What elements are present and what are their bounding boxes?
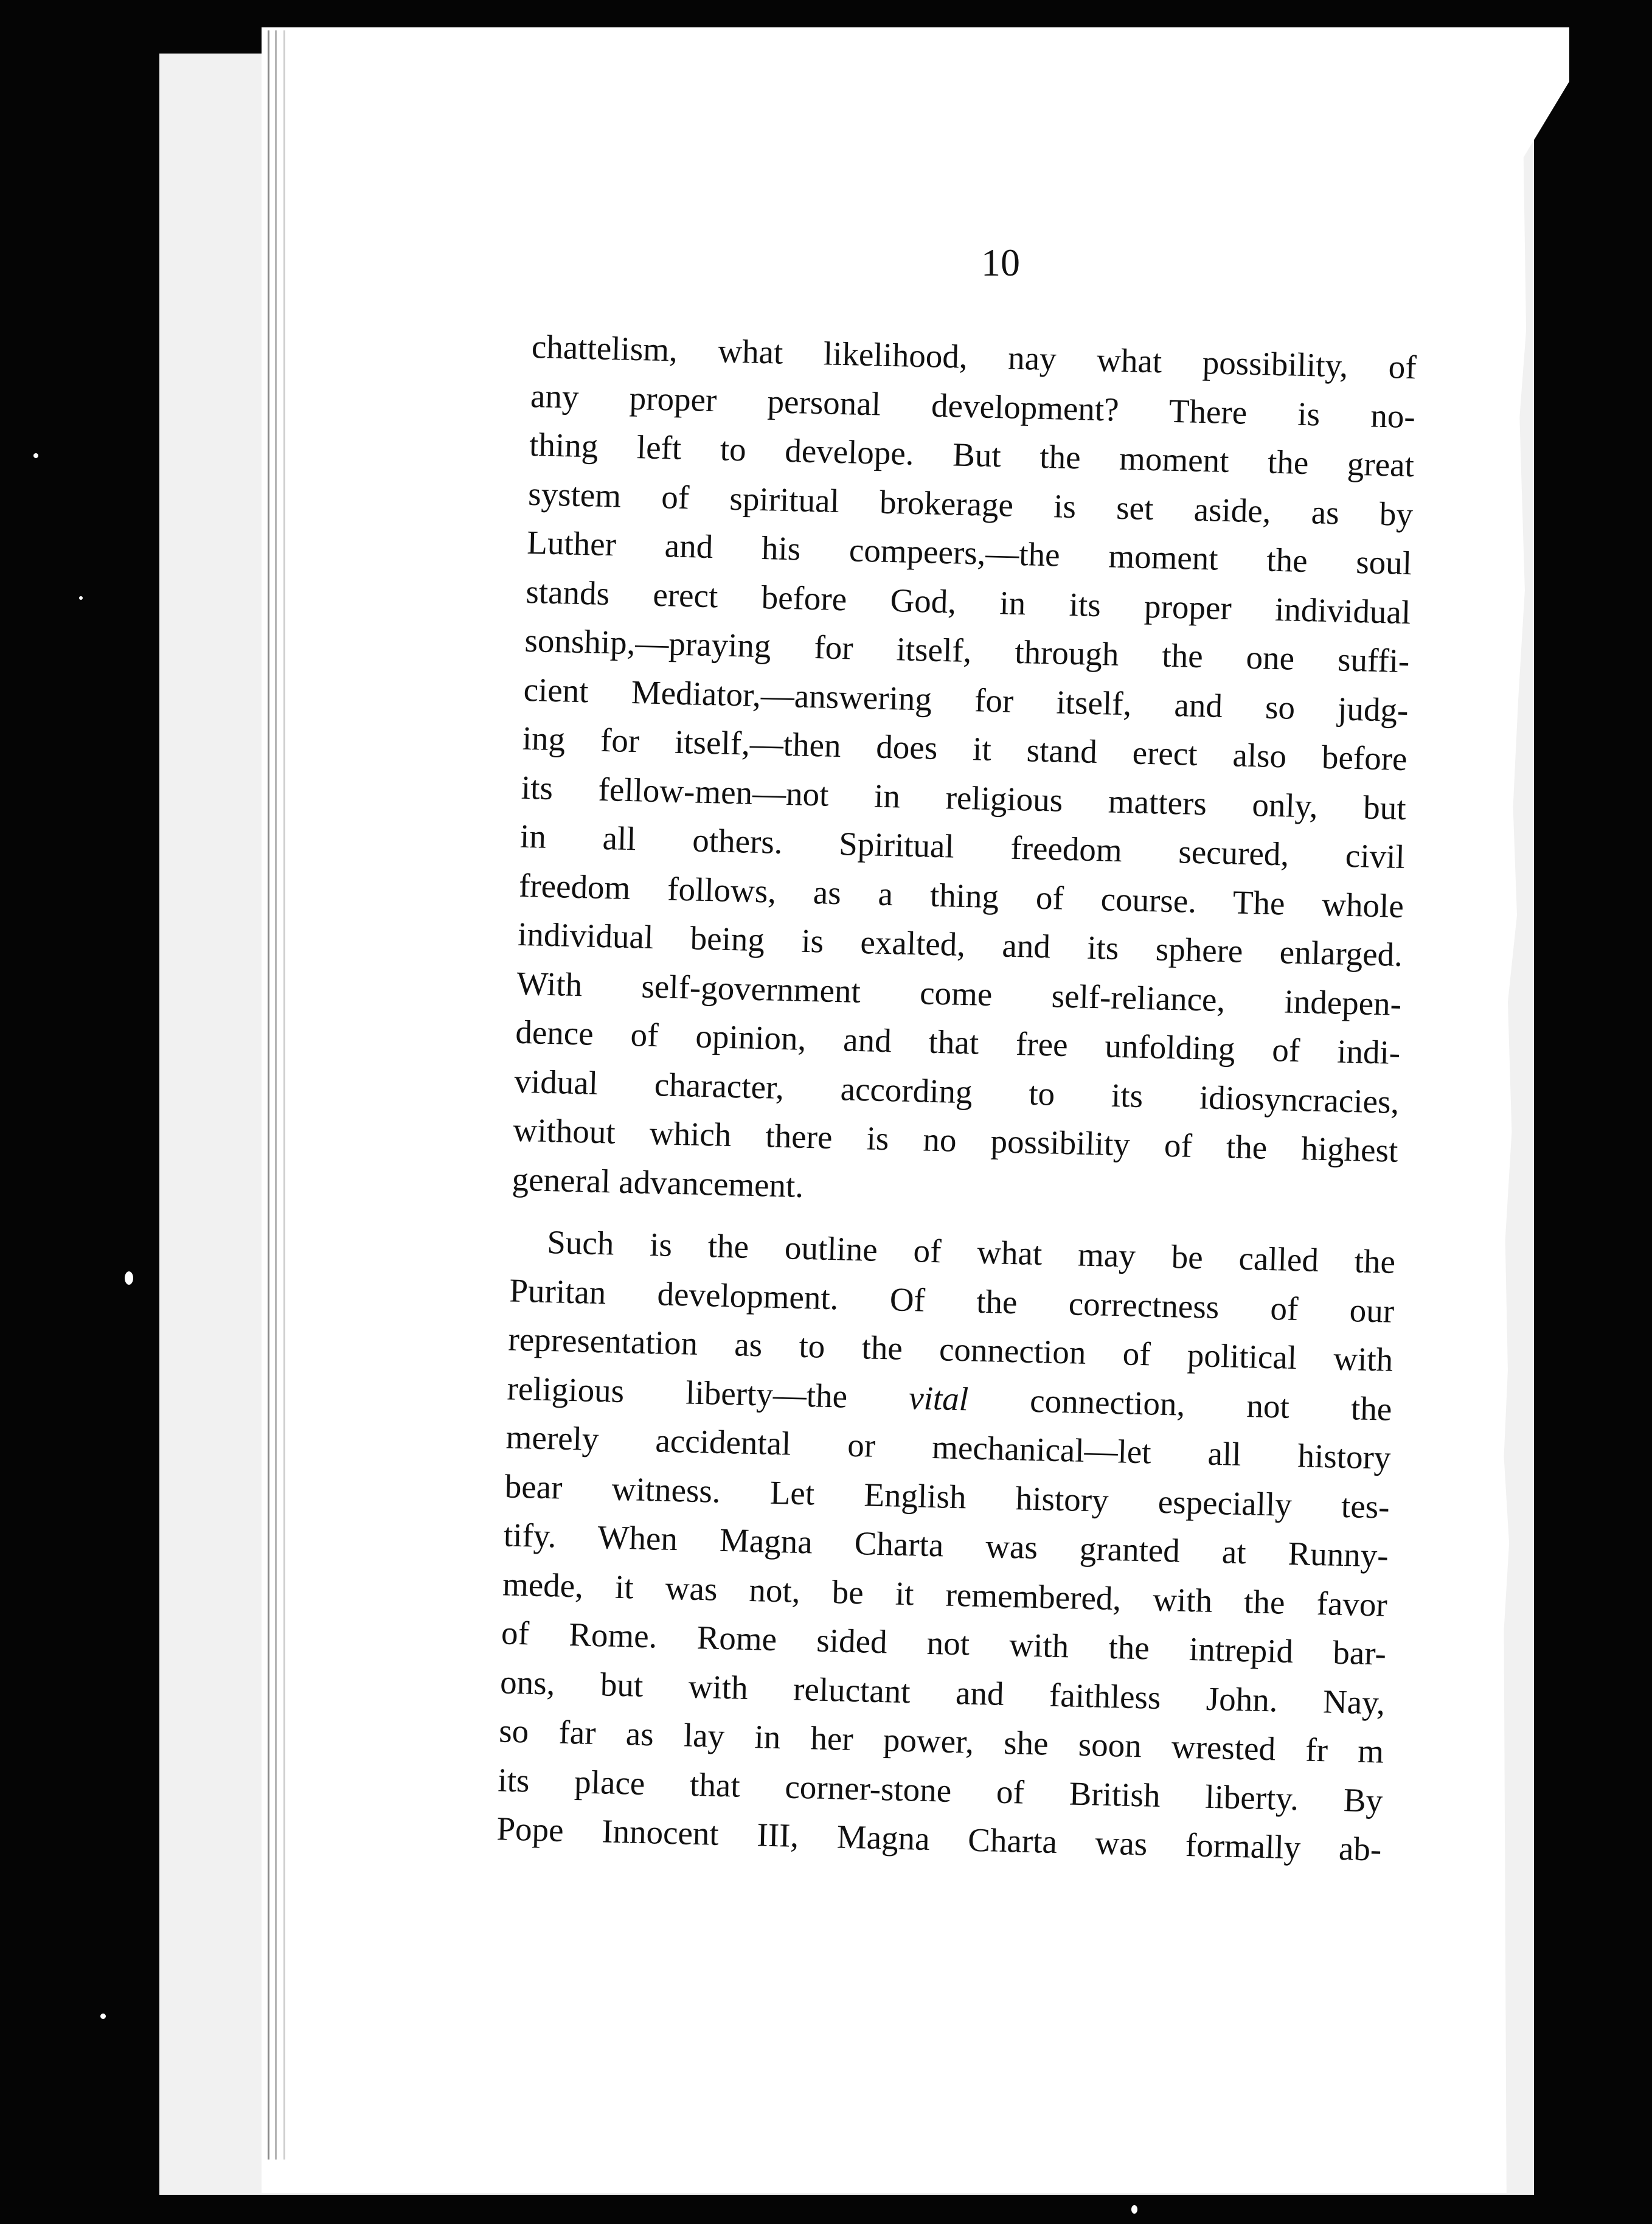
- text-line: of Rome. Rome sided not with the intrepid bar-: [501, 1614, 1387, 1672]
- italic-word: vital: [908, 1378, 969, 1417]
- text-line: without which there is no possibility of the highest: [513, 1111, 1399, 1169]
- text-segment: connection, not the: [968, 1380, 1393, 1428]
- text-line: ing for itself,—then does it stand erect also before: [522, 719, 1408, 778]
- text-line: chattelism, what likelihood, nay what possibility, of: [531, 327, 1417, 386]
- text-line: cient Mediator,—answering for itself, and so judg-: [523, 670, 1409, 729]
- text-line: its place that corner-stone of British liberty. By: [497, 1760, 1383, 1819]
- scan-speck: [125, 1271, 133, 1285]
- text-line: vidual character, according to its idiosyncracies,: [513, 1062, 1400, 1121]
- text-line: in all others. Spiritual freedom secured, civil: [519, 817, 1406, 876]
- text-line: dence of opinion, and that free unfolding of indi-: [515, 1013, 1401, 1071]
- text-line: stands erect before God, in its proper individual: [525, 572, 1411, 631]
- text-line: freedom follows, as a thing of course. The whole: [518, 866, 1404, 925]
- text-line: With self-government come self-reliance, indepen-: [516, 964, 1402, 1023]
- text-line: its fellow-men—not in religious matters only, but: [521, 768, 1407, 827]
- text-line: Such is the outline of what may be called the: [546, 1223, 1396, 1281]
- text-line: Pope Innocent III, Magna Charta was formally ab-: [496, 1810, 1382, 1868]
- scan-speck: [33, 453, 38, 458]
- text-line: system of spiritual brokerage is set aside, as by: [527, 474, 1414, 533]
- scan-speck: [79, 596, 83, 600]
- text-line: thing left to develope. But the moment the great: [529, 425, 1415, 484]
- text-line: any proper personal development? There is no-: [530, 377, 1416, 435]
- text-line: so far as lay in her power, she soon wrested fr m: [498, 1712, 1384, 1770]
- page-number: 10: [981, 241, 1020, 284]
- text-line: tify. When Magna Charta was granted at Runny-: [503, 1516, 1389, 1574]
- text-line: individual being is exalted, and its sphere enlarged.: [517, 915, 1403, 973]
- text-line: merely accidental or mechanical—let all history: [505, 1418, 1392, 1476]
- text-line: ons, but with reluctant and faithless John. Nay,: [499, 1663, 1386, 1722]
- text-line: bear witness. Let English history especially tes-: [504, 1467, 1390, 1526]
- text-line: sonship,—praying for itself, through the one suffi-: [524, 621, 1411, 680]
- text-segment: religious liberty—the: [507, 1369, 910, 1416]
- text-line: general advancement.: [512, 1160, 804, 1204]
- text-line: mede, it was not, be it remembered, with the favor: [502, 1565, 1388, 1624]
- text-line: Luther and his compeers,—the moment the soul: [526, 523, 1412, 582]
- text-line: representation as to the connection of political with: [507, 1320, 1393, 1378]
- scan-speck: [1131, 2205, 1137, 2214]
- text-line: Puritan development. Of the correctness of our: [508, 1271, 1395, 1330]
- scan-speck: [100, 2014, 106, 2019]
